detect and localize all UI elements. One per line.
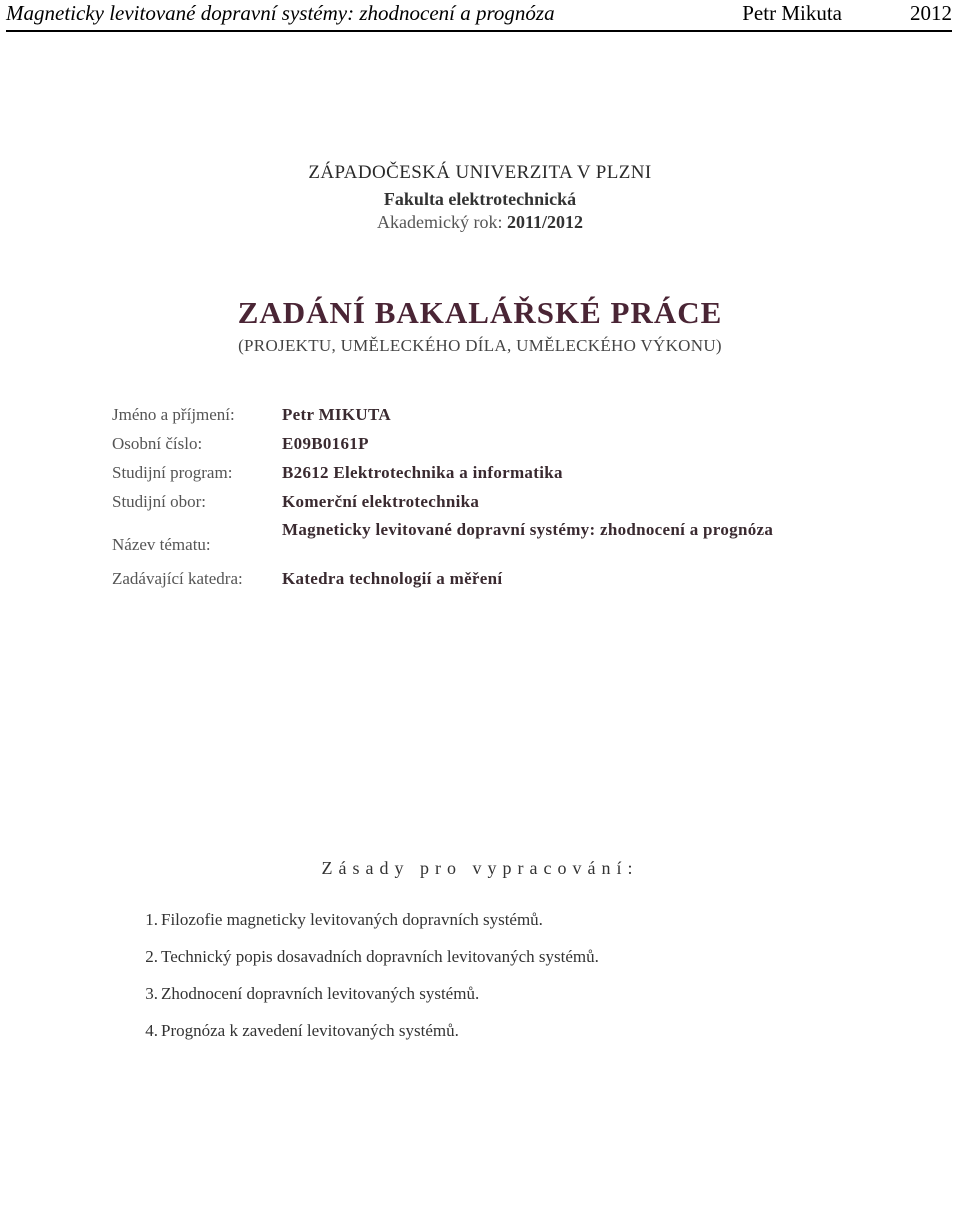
item-number: 4. bbox=[145, 1021, 158, 1040]
running-title: Magneticky levitované dopravní systémy: zhodnocení a prognóza bbox=[6, 1, 555, 25]
thesis-subtitle: (PROJEKTU, UMĚLECKÉHO DÍLA, UMĚLECKÉHO VÝKONU) bbox=[238, 336, 722, 355]
running-header bbox=[6, 0, 952, 32]
info-row-topic bbox=[112, 521, 872, 569]
list-item bbox=[130, 910, 599, 947]
item-text: Zhodnocení dopravních levitovaných systémů. bbox=[161, 984, 480, 1003]
info-value: Komerční elektrotechnika bbox=[282, 492, 480, 511]
academic-year-value: 2011/2012 bbox=[506, 212, 583, 232]
running-year: 2012 bbox=[910, 1, 952, 25]
info-row-study-field bbox=[112, 492, 872, 521]
info-value: B2612 Elektrotechnika a informatika bbox=[282, 463, 563, 482]
info-value: E09B0161P bbox=[282, 434, 369, 453]
info-value: Petr MIKUTA bbox=[282, 405, 391, 424]
thesis-title: ZADÁNÍ BAKALÁŘSKÉ PRÁCE bbox=[237, 295, 723, 330]
item-text: Prognóza k zavedení levitovaných systémů. bbox=[161, 1021, 459, 1040]
item-number: 3. bbox=[145, 984, 158, 1003]
item-text: Filozofie magneticky levitovaných dopravních systémů. bbox=[161, 910, 543, 929]
info-row-department bbox=[112, 569, 872, 598]
list-item bbox=[130, 1021, 599, 1058]
item-number: 1. bbox=[145, 910, 158, 929]
faculty-name: Fakulta elektrotechnická bbox=[383, 189, 577, 209]
list-item bbox=[130, 984, 599, 1021]
academic-year bbox=[0, 212, 960, 233]
info-label: Studijní obor: bbox=[112, 492, 206, 511]
academic-year-label: Akademický rok: bbox=[377, 212, 503, 232]
item-number: 2. bbox=[145, 947, 158, 966]
principles-heading: Zásady pro vypracování: bbox=[321, 858, 639, 878]
running-author: Petr Mikuta bbox=[742, 1, 842, 25]
university-name: ZÁPADOČESKÁ UNIVERZITA V PLZNI bbox=[308, 162, 652, 183]
info-label: Zadávající katedra: bbox=[112, 569, 243, 588]
info-value: Magneticky levitované dopravní systémy: zhodnocení a prognóza bbox=[282, 520, 774, 539]
info-label: Osobní číslo: bbox=[112, 434, 203, 453]
info-label: Studijní program: bbox=[112, 463, 233, 482]
info-value: Katedra technologií a měření bbox=[282, 569, 503, 588]
info-row-personal-number bbox=[112, 434, 872, 463]
info-label: Název tématu: bbox=[112, 535, 211, 554]
info-row-study-program bbox=[112, 463, 872, 492]
list-item bbox=[130, 947, 599, 984]
info-row-name bbox=[112, 405, 872, 434]
principles-list bbox=[130, 910, 599, 1058]
item-text: Technický popis dosavadních dopravních levitovaných systémů. bbox=[161, 947, 599, 966]
info-table bbox=[112, 405, 872, 598]
info-label: Jméno a příjmení: bbox=[112, 405, 235, 424]
